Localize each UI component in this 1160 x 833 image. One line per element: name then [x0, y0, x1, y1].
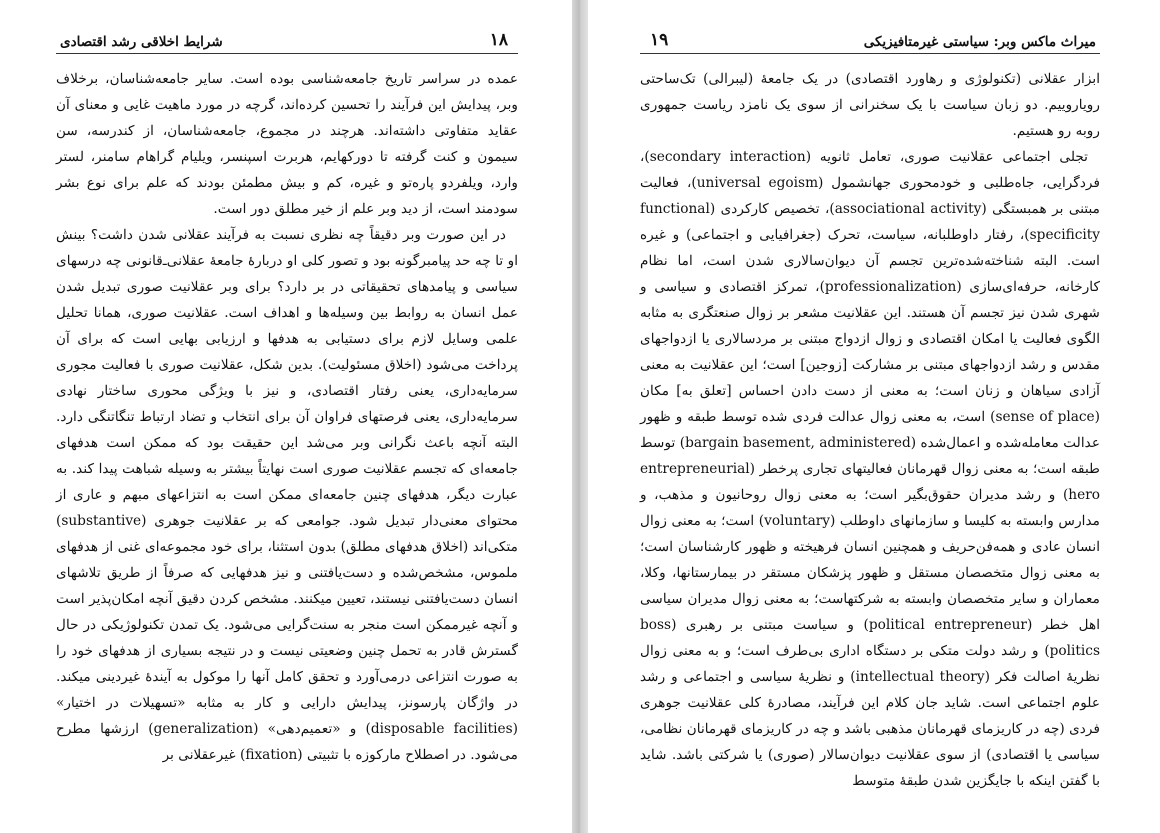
running-header	[640, 30, 1100, 54]
running-head-title: میراث ماکس وبر: سیاستی غیرمتافیزیکی	[863, 34, 1096, 50]
paragraph: تجلی اجتماعی عقلانیت صوری، تعامل ثانویه (secondary interaction)، فردگرایی، جاه‌طلبی و خودمحوری جهانشمول (universal egoism)، فعالیت مبتنی بر همبستگی (associational activity)، تخصیص کارکردی (functional specificity)، رفتار داوطلبانه، سیاست، تحرک (جغرافیایی و اجتماعی) و غیره است. البته شناخته‌شده‌ترین تجسم آن دیوان‌سالاری شدن است، اما نظام کارخانه، حرفه‌ای‌سازی (professionalization)، تمرکز اقتصادی و سیاسی و شهری شدن نیز تجسم آن هستند. این عقلانیت مشعر بر زوال صنعتگری به مثابه الگوی فعالیت یا امکان اقتصادی و زوال ازدواج مبتنی بر مردسالاری یا ازدواجهای مقدس و رشد ازدواجهای مبتنی بر مشارکت [زوجین] است؛ این عقلانیت به معنی آزادی سیاهان و زنان است؛ به معنی از دست دادن احساس [تعلق به] مکان (sense of place) است، به معنی زوال عدالت فردی شده توسط طبقه و ظهور عدالت معامله‌شده و اعمال‌شده (bargain basement, administered) توسط طبقه است؛ به معنی زوال قهرمانان فعالیتهای تجاری پرخطر (entrepreneurial hero) و رشد مدیران حقوق‌بگیر است؛ به معنی زوال روحانیون و مذهب، و مدارس وابسته به کلیسا و سازمانهای داوطلب (voluntary) است؛ به معنی زوال انسان عادی و همه‌فن‌حریف و همچنین انسان فرهیخته و ظهور کارشناسان است؛ به معنی زوال متخصصان مستقل و ظهور پزشکان مستقر در بیمارستانها، وکلا، معماران و سایر متخصصان وابسته به شرکتهاست؛ به معنی زوال مدیران سیاسی اهل خطر (political entrepreneur) و سیاست مبتنی بر رهبری (boss politics) و رشد دولت متکی بر دستگاه اداری بی‌طرف است؛ و به معنی زوال نظریۀ اصالت فکر (intellectual theory) و نظریۀ سیاسی و اجتماعی و رشد علوم اجتماعی است. شاید جان کلام این فرآیند، مصادرۀ کلی عقلانیت جوهری فردی (چه در کاریزمای قهرمانان مذهبی باشد و چه در کاریزمای قهرمانان نظامی، سیاسی یا اقتصادی) از سوی عقلانیت دیوان‌سالار (صوری) یا شرکتی باشد. شاید با گفتن اینکه با جایگزین شدن طبقۀ متوسط	[640, 149, 1101, 789]
page-number: ۱۸	[489, 30, 508, 50]
paragraph: عمده در سراسر تاریخ جامعه‌شناسی بوده است. سایر جامعه‌شناسان، برخلاف وبر، پیدایش این فرآیند را تحسین کرده‌اند، گرچه در مورد ماهیت غایی و معنای آن عقاید متفاوتی داشته‌اند. هرچند در مجموع، جامعه‌شناسان، از کندرسه، سن سیمون و کنت گرفته تا دورکهایم، هربرت اسپنسر، ویلیام گراهام سامنر، لستر وارد، ویلفردو پارەتو و غیره، کم و بیش مطمئن بودند که علم برای نوع بشر سودمند است، از دید وبر علم از خیر مطلق دور است.	[56, 71, 518, 217]
running-header	[56, 30, 518, 54]
running-head-title: شرایط اخلاقی رشد اقتصادی	[60, 34, 223, 50]
page-body	[56, 66, 518, 768]
book-gutter	[572, 0, 588, 833]
paragraph: در این صورت وبر دقیقاً چه نظری نسبت به فرآیند عقلانی شدن داشت؟ بینش او تا چه حد پیامبرگونه بود و تصور کلی او دربارۀ جامعۀ عقلانی‌ـ‌قانونی چه درسهای سیاسی و پیامدهای تحقیقاتی در بر دارد؟ برای وبر عقلانیت صوری تبدیل شدن عمل انسان به روابط بین وسیله‌ها و اهداف است. عقلانیت صوری، همانا تحلیل علمی وسایل لازم برای دستیابی به هدفها و ارزیابی بهایی است که برای آن پرداخت می‌شود (اخلاق مسئولیت). بدین شکل، عقلانیت صوری با فعالیت مجوری سرمایه‌داری، یعنی رفتار اقتصادی، و نیز با ویژگی محوری ساختار نهادی سرمایه‌داری، یعنی فرصتهای فراوان آن برای انتخاب و تضاد ارتباط تنگاتنگی دارد. البته آنچه باعث نگرانی وبر می‌شد این حقیقت بود که ممکن است هدفهای جامعه‌ای که تجسم عقلانیت صوری است نهایتاً بیشتر به وسیله شباهت پیدا کند. به عبارت دیگر، هدفهای چنین جامعه‌ای ممکن است به انتزاعهای مبهم و عاری از محتوای معنی‌دار تبدیل شود. جوامعی که بر عقلانیت جوهری (substantive) متکی‌اند (اخلاق هدفهای مطلق) بدون استثنا، برای خود مجموعه‌ای غنی از هدفهای ملموس، مشخص‌شده و دست‌یافتنی و نیز هدفهایی که صرفاً از طریق تلاشهای انسان دست‌یافتنی نیستند، تعیین میکنند. مشخص کردن دقیق آنچه امکان‌پذیر است و آنچه غیرممکن است منجر به سنت‌گرایی می‌شود. یک تمدن تکنولوژیکی در حال گسترش قادر به تحمل چنین وضعیتی نیست و در نتیجه بسیاری از هدفهای خود را به صورت انتزاعی درمی‌آورد و تحقق کامل آنها را موکول به آیندۀ غیردینی میکند. در واژگان پارسونز، پیدایش دارایی و کار به مثابه «تسهیلات در اختیار» (disposable facilities) و «تعمیم‌دهی» (generalization) ارزشها مطرح می‌شود. در اصطلاح مارکوزه با تثبیتی (fixation) غیرعقلانی بر	[56, 227, 518, 763]
page-number: ۱۹	[650, 30, 669, 50]
page-body	[640, 66, 1100, 794]
paragraph: ابزار عقلانی (تکنولوژی و رهاورد اقتصادی) در یک جامعۀ (لیبرالی) تک‌ساحتی رویاروییم. دو زبان سیاست با یک سخنرانی از سوی یک نامزد ریاست جمهوری روبه رو هستیم.	[640, 71, 1100, 139]
right-page	[588, 0, 1160, 833]
left-page	[0, 0, 572, 833]
